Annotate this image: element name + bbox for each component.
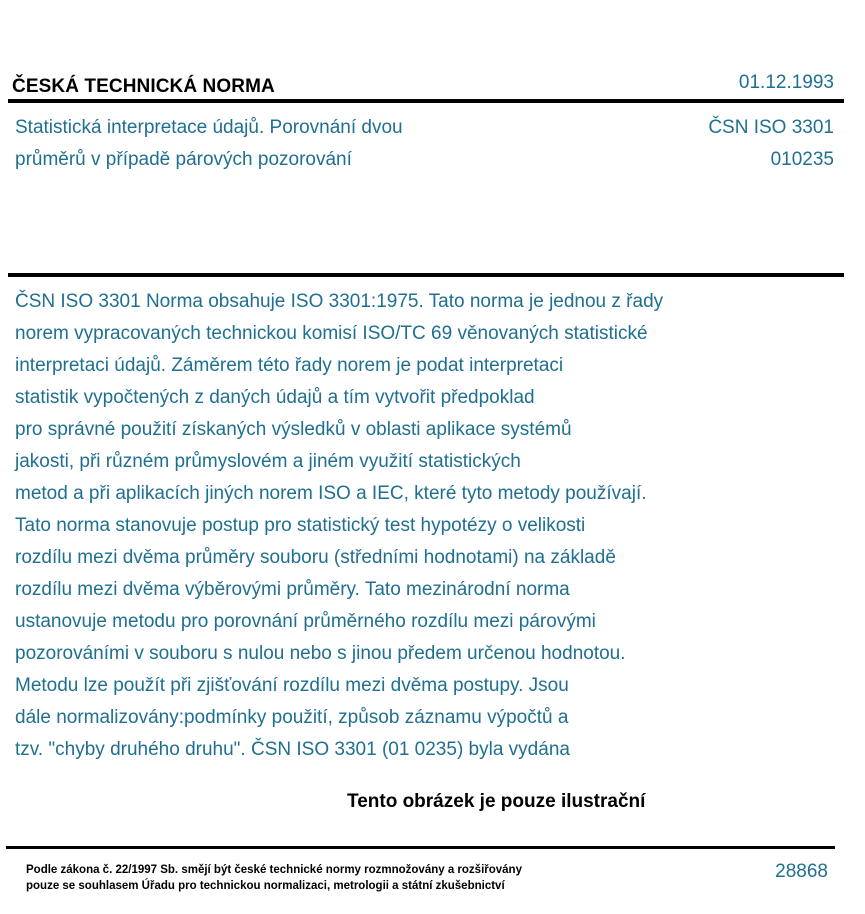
footer-divider	[6, 846, 835, 849]
header-title: ČESKÁ TECHNICKÁ NORMA	[12, 76, 275, 97]
abstract-line: rozdílu mezi dvěma průměry souboru (středními hodnotami) na základě	[15, 547, 616, 568]
issue-date: 01.12.1993	[738, 72, 834, 93]
abstract-text	[15, 286, 855, 766]
standard-title-line-1: Statistická interpretace údajů. Porovnání dvou	[15, 117, 403, 138]
abstract-line: norem vypracovaných technickou komisí ISO/TC 69 věnovaných statistické	[15, 323, 648, 344]
abstract-line: statistik vypočtených z daných údajů a tím vytvořit předpoklad	[15, 387, 535, 408]
classification-number: 010235	[770, 149, 834, 170]
abstract-line: Metodu lze použít při zjišťování rozdílu mezi dvěma postupy. Jsou	[15, 675, 569, 696]
abstract-line: dále normalizovány:podmínky použití, způsob záznamu výpočtů a	[15, 707, 569, 728]
abstract-line: ustanovuje metodu pro porovnání průměrného rozdílu mezi párovými	[15, 611, 596, 632]
abstract-line: ČSN ISO 3301 Norma obsahuje ISO 3301:1975. Tato norma je jednou z řady	[15, 291, 664, 312]
illustration-notice: Tento obrázek je pouze ilustrační	[347, 791, 646, 812]
abstract-line: pozorováními v souboru s nulou nebo s jinou předem určenou hodnotou.	[15, 643, 626, 664]
abstract-line: tzv. "chyby druhého druhu". ČSN ISO 3301 (01 0235) byla vydána	[15, 739, 570, 760]
abstract-line: pro správné použití získaných výsledků v oblasti aplikace systémů	[15, 419, 572, 440]
standard-code: ČSN ISO 3301	[708, 117, 834, 138]
abstract-line: rozdílu mezi dvěma výběrovými průměry. Tato mezinárodní norma	[15, 579, 570, 600]
abstract-line: Tato norma stanovuje postup pro statistický test hypotézy o velikosti	[15, 515, 586, 536]
document-number: 28868	[775, 861, 828, 882]
header-divider	[8, 99, 844, 103]
standard-title-line-2: průměrů v případě párových pozorování	[15, 149, 352, 170]
legal-notice-line: Podle zákona č. 22/1997 Sb. smějí být české technické normy rozmnožovány a rozšiřovány	[26, 864, 522, 876]
legal-notice-line: pouze se souhlasem Úřadu pro technickou normalizaci, metrologii a státní zkušebnictví	[26, 880, 505, 892]
abstract-line: interpretaci údajů. Záměrem této řady norem je podat interpretaci	[15, 355, 564, 376]
abstract-line: metod a při aplikacích jiných norem ISO a IEC, které tyto metody používají.	[15, 483, 647, 504]
abstract-line: jakosti, při různém průmyslovém a jiném využití statistických	[15, 451, 521, 472]
section-divider	[8, 273, 844, 277]
legal-notice	[26, 862, 522, 894]
